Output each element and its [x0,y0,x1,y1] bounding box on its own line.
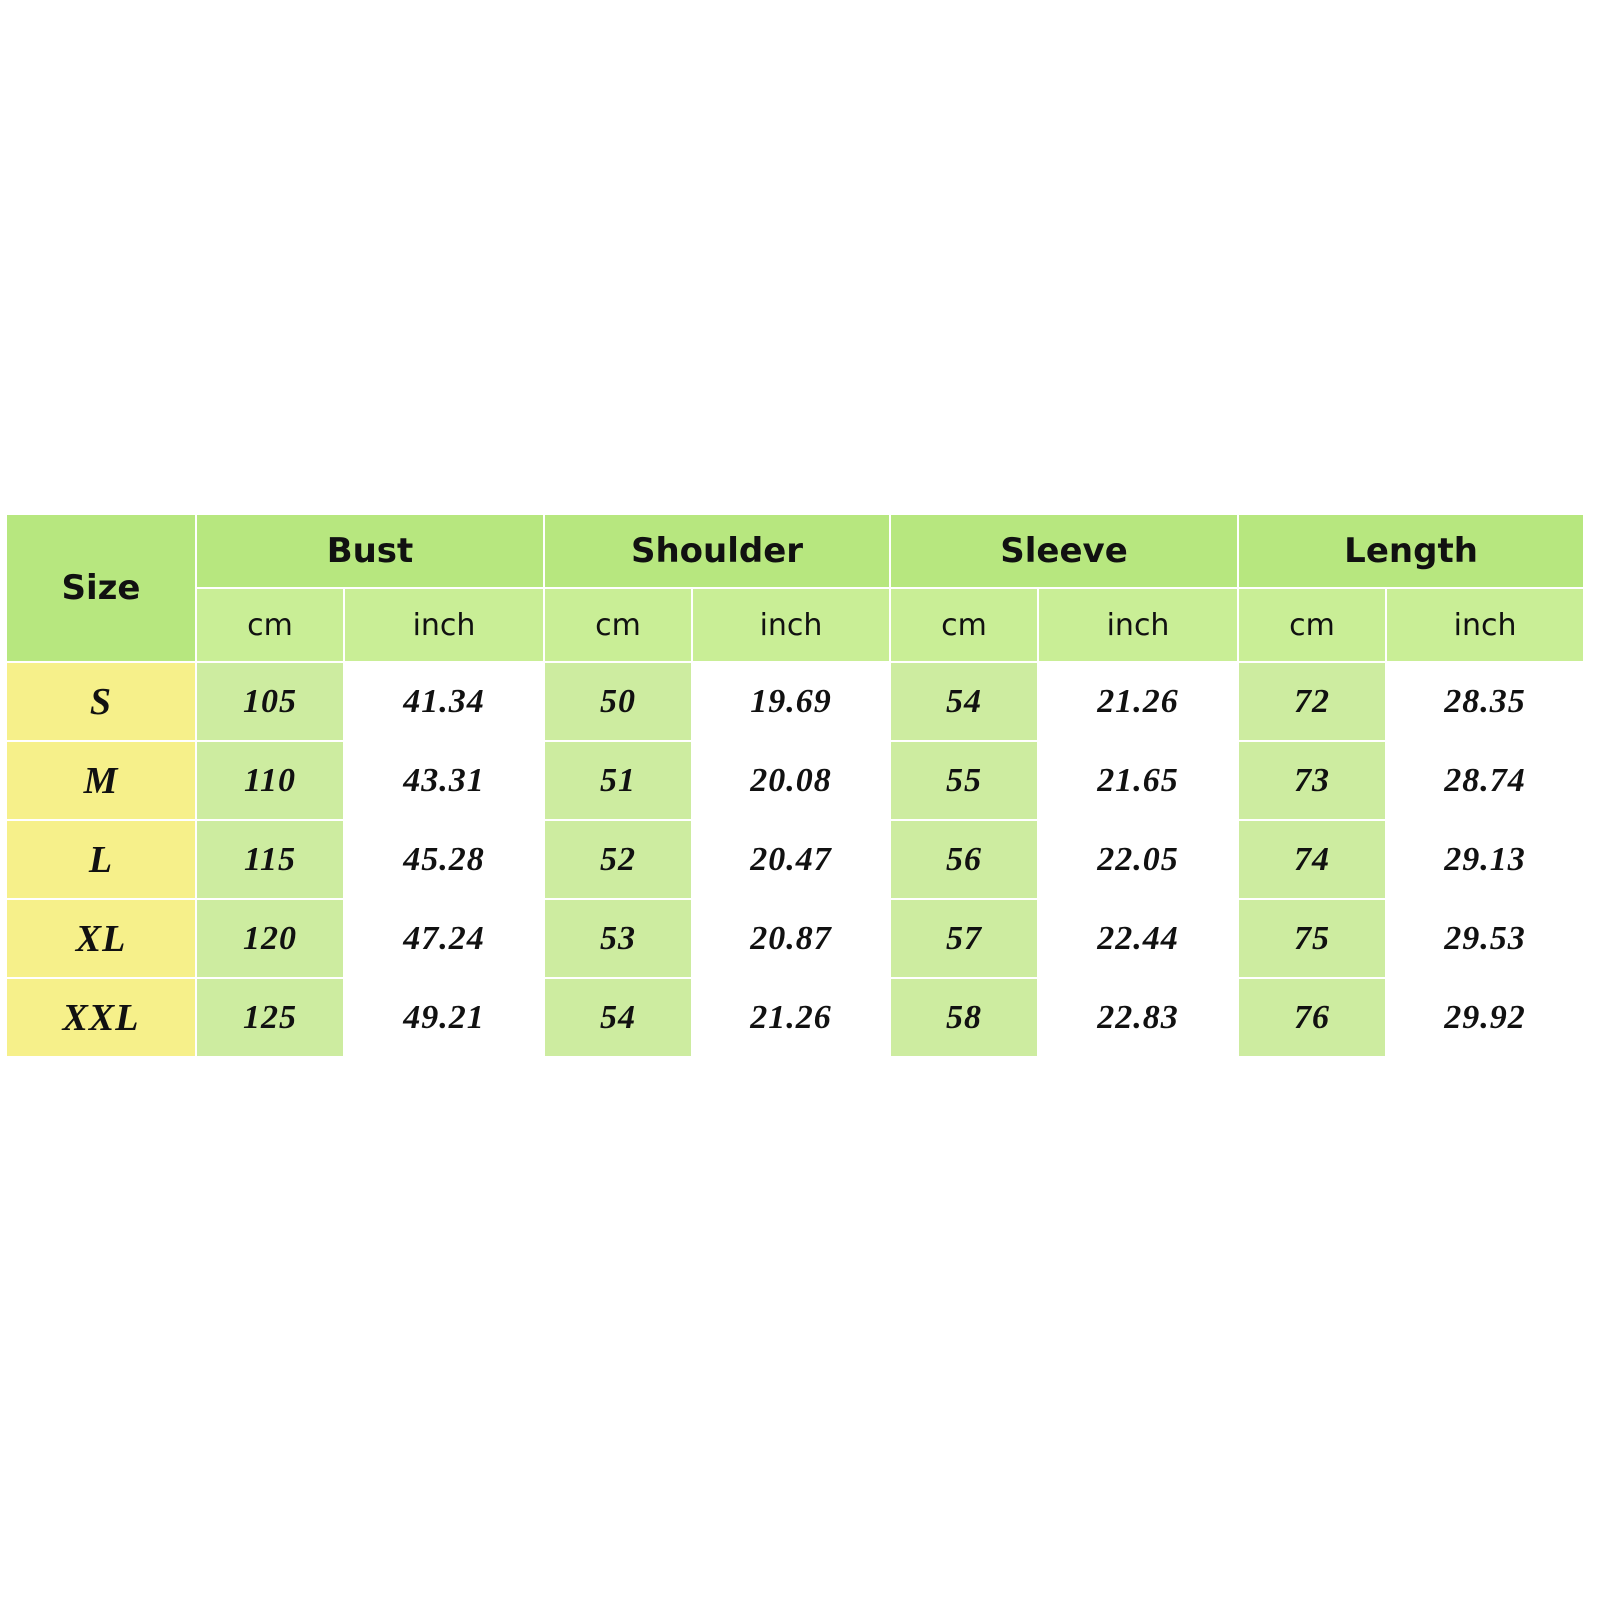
cell-bust-cm: 120 [243,919,297,957]
cell-shoulder-inch: 20.47 [750,840,832,878]
cell-sleeve-inch: 22.05 [1097,840,1179,878]
cell-sleeve-cm: 58 [946,998,983,1036]
cell-bust-cm: 115 [243,840,297,878]
header-unit-bust-cm: cm [196,588,344,662]
cell-length-inch: 28.35 [1444,682,1526,720]
cell-sleeve-cm: 54 [946,682,983,720]
header-unit-shoulder-inch: inch [692,588,890,662]
cell-bust-cm: 105 [243,682,297,720]
header-group-shoulder: Shoulder [544,514,890,588]
cell-shoulder-cm: 51 [600,761,636,799]
cell-length-cm: 75 [1294,919,1331,957]
header-group-bust: Bust [196,514,544,588]
cell-bust-cm: 110 [243,761,297,799]
header-unit-length-cm: cm [1238,588,1386,662]
cell-shoulder-cm: 50 [600,682,636,720]
cell-sleeve-inch: 22.44 [1097,919,1179,957]
header-unit-sleeve-inch: inch [1038,588,1238,662]
size-chart-container [5,513,1553,1058]
table-row [6,662,1584,741]
cell-bust-inch: 41.34 [403,682,485,720]
cell-shoulder-cm: 54 [600,998,636,1036]
cell-sleeve-cm: 55 [946,761,983,799]
cell-shoulder-inch: 20.87 [750,919,832,957]
cell-shoulder-inch: 20.08 [750,761,832,799]
cell-bust-inch: 49.21 [403,998,485,1036]
header-unit-length-inch: inch [1386,588,1584,662]
cell-sleeve-inch: 22.83 [1097,998,1179,1036]
cell-length-inch: 28.74 [1444,761,1526,799]
header-unit-shoulder-cm: cm [544,588,692,662]
header-row-units [6,588,1584,662]
header-group-length: Length [1238,514,1584,588]
table-header [6,514,1584,662]
header-unit-sleeve-cm: cm [890,588,1038,662]
cell-shoulder-cm: 52 [600,840,636,878]
table-row [6,820,1584,899]
table-row [6,741,1584,820]
cell-bust-inch: 43.31 [403,761,485,799]
cell-shoulder-inch: 21.26 [750,998,832,1036]
row-size-label: XXL [62,996,140,1039]
header-row-groups [6,514,1584,588]
row-size-label: L [88,838,114,881]
cell-length-inch: 29.92 [1444,998,1526,1036]
cell-length-cm: 73 [1294,761,1331,799]
cell-bust-inch: 45.28 [403,840,485,878]
header-group-sleeve: Sleeve [890,514,1238,588]
cell-shoulder-inch: 19.69 [750,682,832,720]
header-unit-bust-inch: inch [344,588,544,662]
cell-sleeve-inch: 21.26 [1097,682,1179,720]
cell-length-inch: 29.13 [1444,840,1526,878]
cell-sleeve-inch: 21.65 [1097,761,1179,799]
cell-sleeve-cm: 56 [946,840,983,878]
cell-length-cm: 76 [1294,998,1331,1036]
cell-bust-cm: 125 [243,998,297,1036]
cell-sleeve-cm: 57 [946,919,983,957]
row-size-label: XL [75,917,127,960]
row-size-label: S [89,680,113,723]
cell-length-inch: 29.53 [1444,919,1526,957]
table-row [6,978,1584,1057]
cell-shoulder-cm: 53 [600,919,636,957]
cell-length-cm: 72 [1294,682,1331,720]
size-chart-table [5,513,1585,1058]
header-size: Size [6,514,196,662]
table-body [6,662,1584,1057]
cell-length-cm: 74 [1294,840,1331,878]
cell-bust-inch: 47.24 [403,919,485,957]
table-row [6,899,1584,978]
row-size-label: M [83,759,119,802]
